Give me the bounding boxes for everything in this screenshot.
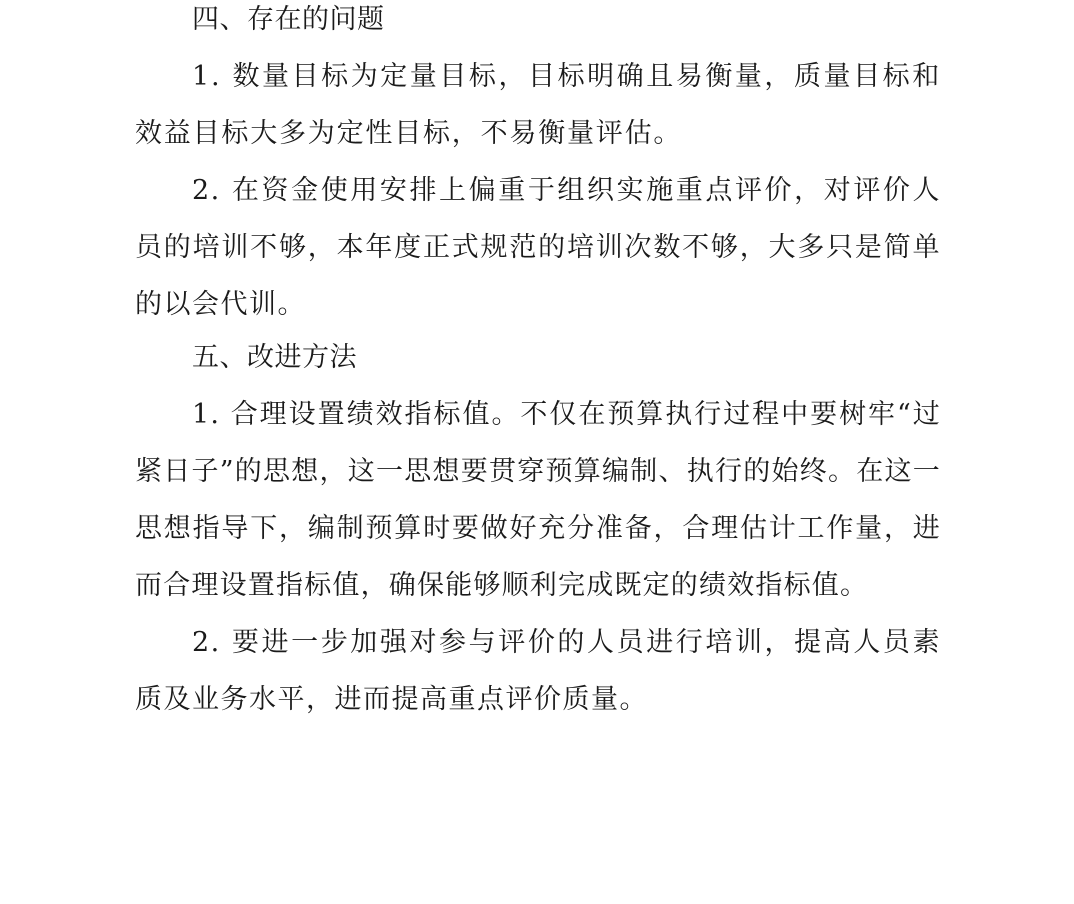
section-five-heading: 五、改进方法: [192, 342, 357, 373]
section-five-item-2: 2. 要进一步加强对参与评价的人员进行培训，提高人员素质及业务水平，进而提高重点评价质量。: [135, 627, 941, 715]
section-four-heading: 四、存在的问题: [192, 4, 385, 35]
section-five-item-1: 1. 合理设置绩效指标值。不仅在预算执行过程中要树牢“过紧日子”的思想，这一思想要贯穿预算编制、执行的始终。在这一思想指导下，编制预算时要做好充分准备，合理估计工作量，进而合理设置指标值，确保能够顺利完成既定的绩效指标值。: [135, 399, 941, 601]
section-four-item-1: 1. 数量目标为定量目标，目标明确且易衡量，质量目标和效益目标大多为定性目标，不易衡量评估。: [135, 61, 941, 149]
section-four-item-2: 2. 在资金使用安排上偏重于组织实施重点评价，对评价人员的培训不够，本年度正式规范的培训次数不够，大多只是简单的以会代训。: [135, 175, 941, 320]
